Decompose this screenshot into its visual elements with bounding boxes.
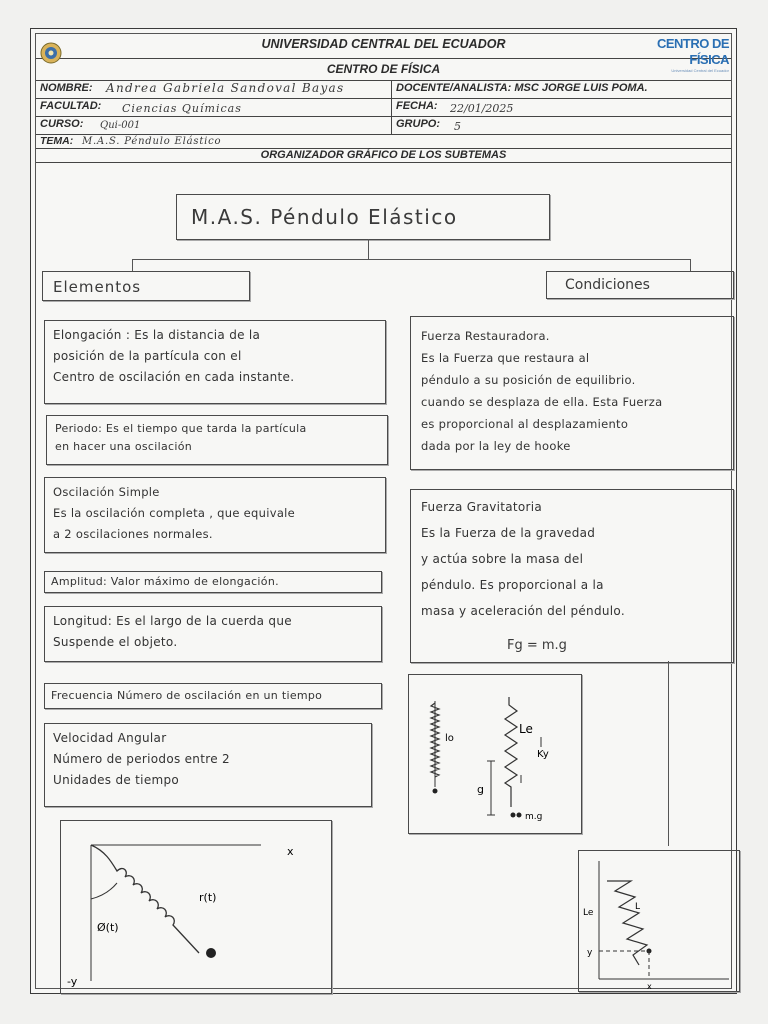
grupo-value: 5	[454, 120, 461, 133]
spring-diagram-box	[408, 674, 582, 834]
small-spring-diagram-box	[578, 850, 740, 992]
elemento-frecuencia-box	[44, 683, 382, 709]
section-title: ORGANIZADOR GRÁFICO DE LOS SUBTEMAS	[260, 149, 507, 161]
tema-label: TEMA:	[40, 135, 74, 147]
grupo-label: GRUPO:	[396, 118, 440, 130]
formula-fg: Fg = m.g	[507, 638, 567, 653]
connector-title-down	[368, 239, 369, 259]
curso-label: CURSO:	[40, 118, 84, 130]
tema-value: M.A.S. Péndulo Elástico	[82, 136, 222, 147]
info-divider	[391, 80, 392, 134]
center-title: CENTRO DE FÍSICA	[326, 62, 441, 76]
header-university-row	[36, 34, 731, 59]
condiciones-heading: Condiciones	[565, 277, 650, 293]
fecha-value: 22/01/2025	[450, 102, 514, 115]
label-ky: Ky	[537, 749, 549, 760]
label-small-x: x	[647, 982, 652, 991]
label-small-y: y	[587, 948, 593, 958]
elemento-amplitud-text: Amplitud: Valor máximo de elongación.	[51, 575, 279, 588]
label-small-le: Le	[583, 908, 594, 918]
right-vertical-line	[668, 661, 669, 846]
elemento-longitud-box	[44, 606, 382, 662]
logo-brand-text: CENTRO DE FÍSICA	[656, 36, 729, 67]
document-page	[30, 28, 737, 994]
label-neg-y: -y	[67, 975, 78, 988]
condicion-restauradora-box	[410, 316, 734, 470]
label-le: Le	[519, 722, 533, 736]
document-frame	[35, 33, 732, 989]
elemento-amplitud-box	[44, 571, 382, 593]
elemento-velocidad-box	[44, 723, 372, 807]
elementos-heading-box	[42, 271, 250, 301]
label-x: x	[287, 845, 294, 858]
label-l0: lo	[445, 733, 454, 744]
facultad-value: Ciencias Químicas	[122, 102, 242, 115]
label-r: r(t)	[199, 891, 217, 904]
condicion-gravitatoria-text: Fuerza Gravitatoria Es la Fuerza de la gravedad y actúa sobre la masa del péndulo. Es proporcional a la masa y aceleración del péndulo.	[421, 500, 625, 618]
docente-label: DOCENTE/ANALISTA: MSC JORGE LUIS POMA.	[396, 82, 648, 94]
nombre-label: NOMBRE:	[40, 82, 93, 94]
header-center-row	[36, 58, 731, 81]
elemento-elongacion-box	[44, 320, 386, 404]
connector-horizontal	[132, 259, 690, 260]
elemento-velocidad-text: Velocidad Angular Número de periodos entre 2 Unidades de tiempo	[53, 731, 230, 787]
elemento-longitud-text: Longitud: Es el largo de la cuerda que Suspende el objeto.	[53, 614, 292, 649]
condicion-gravitatoria-box	[410, 489, 734, 663]
connector-left-branch	[132, 259, 133, 271]
elemento-elongacion-text: Elongación : Es la distancia de la posición de la partícula con el Centro de oscilación en cada instante.	[53, 328, 295, 384]
elemento-periodo-text: Periodo: Es el tiempo que tarda la partícula en hacer una oscilación	[55, 422, 307, 453]
label-g: g	[477, 783, 484, 796]
elemento-oscilacion-box	[44, 477, 386, 553]
centro-de-fisica-logo	[631, 36, 729, 73]
condiciones-heading-box	[546, 271, 734, 299]
organizer-title: M.A.S. Péndulo Elástico	[191, 205, 458, 229]
small-spring-diagram	[579, 851, 739, 991]
nombre-value: Andrea Gabriela Sandoval Bayas	[106, 81, 345, 95]
curso-value: Qui-001	[100, 120, 141, 131]
logo-brand-subtext: Universidad Central del Ecuador	[671, 68, 729, 73]
organizer-title-box	[176, 194, 550, 240]
elementos-heading: Elementos	[53, 278, 142, 296]
elemento-oscilacion-text: Oscilación Simple Es la oscilación completa , que equivale a 2 oscilaciones normales.	[53, 485, 296, 541]
facultad-label: FACULTAD:	[40, 100, 102, 112]
condicion-restauradora-text: Fuerza Restauradora. Es la Fuerza que restaura al péndulo a su posición de equilibrio. cuando se desplaza de ella. Esta Fuerza es proporcional al desplazamiento dada por la ley de hooke	[421, 329, 663, 453]
elemento-periodo-box	[46, 415, 388, 465]
fecha-label: FECHA:	[396, 100, 438, 112]
university-title: UNIVERSIDAD CENTRAL DEL ECUADOR	[261, 37, 506, 51]
elemento-frecuencia-text: Frecuencia Número de oscilación en un tiempo	[51, 689, 323, 702]
connector-right-branch	[690, 259, 691, 271]
spring-diagram	[409, 675, 581, 833]
pendulum-diagram-box	[60, 820, 332, 994]
label-mg: m.g	[525, 812, 543, 822]
pendulum-diagram	[61, 821, 331, 993]
label-phi: Ø(t)	[97, 921, 119, 934]
label-small-l: L	[635, 902, 641, 912]
